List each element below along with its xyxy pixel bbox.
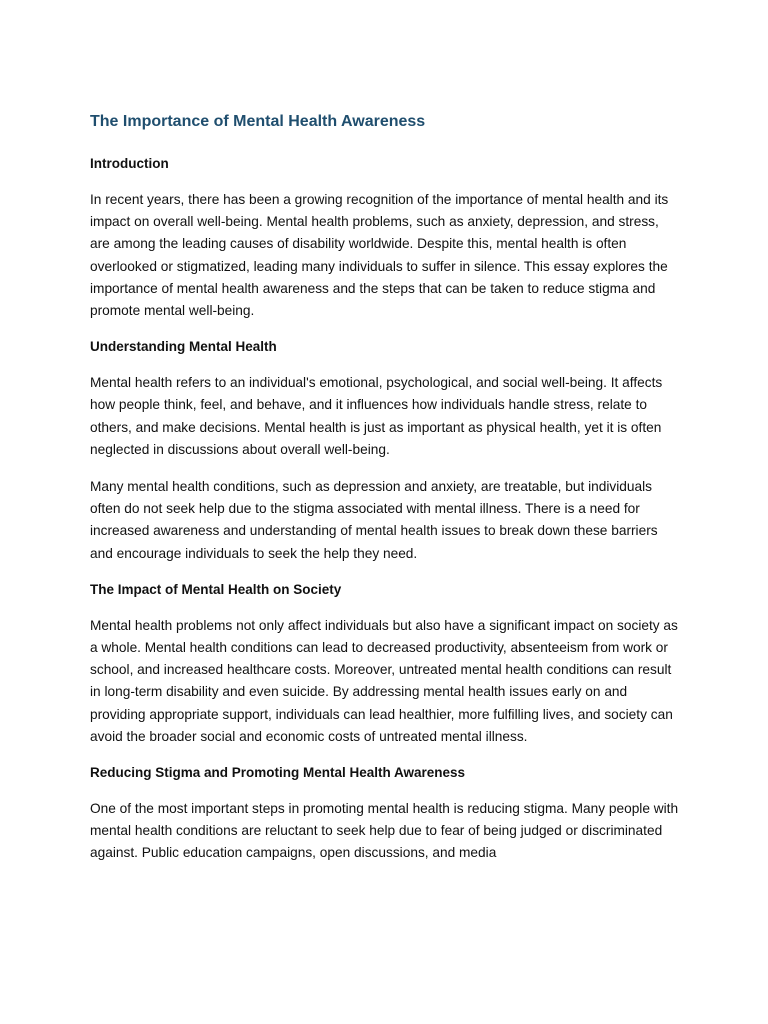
paragraph-impact: Mental health problems not only affect individuals but also have a significant impact on society as a whole. Mental health conditions can lead to decreased productivity, absenteeism from work or school, and increased healthcare costs. Moreover, untreated mental health conditions can result in long-term disability and even suicide. By addressing mental health issues early on and providing appropriate support, individuals can lead healthier, more fulfilling lives, and society can avoid the broader social and economic costs of untreated mental illness. bbox=[90, 617, 678, 744]
section-heading-impact: The Impact of Mental Health on Society bbox=[90, 581, 342, 597]
document-page bbox=[90, 110, 680, 880]
paragraph-understanding-1: Mental health refers to an individual's emotional, psychological, and social well-being. It affects how people think, feel, and behave, and it influences how individuals handle stress, relate to others, and make decisions. Mental health is just as important as physical health, yet it is often neglected in discussions about overall well-being. bbox=[90, 375, 663, 457]
section-heading-reducing-stigma: Reducing Stigma and Promoting Mental Health Awareness bbox=[90, 765, 466, 781]
section-heading-understanding: Understanding Mental Health bbox=[90, 339, 277, 355]
paragraph-introduction: In recent years, there has been a growing recognition of the importance of mental health and its impact on overall well-being. Mental health problems, such as anxiety, depression, and stress, are among the leading causes of disability worldwide. Despite this, mental health is often overlooked or stigmatized, leading many individuals to suffer in silence. This essay explores the importance of mental health awareness and the steps that can be taken to reduce stigma and promote mental well-being. bbox=[90, 192, 669, 319]
section-heading-introduction: Introduction bbox=[90, 156, 169, 171]
document-title: The Importance of Mental Health Awareness bbox=[90, 113, 426, 130]
paragraph-understanding-2: Many mental health conditions, such as depression and anxiety, are treatable, but individuals often do not seek help due to the stigma associated with mental illness. There is a need for increased awareness and understanding of mental health issues to break down these barriers and encourage individuals to seek the help they need. bbox=[90, 479, 658, 561]
paragraph-reducing-stigma: One of the most important steps in promoting mental health is reducing stigma. Many people with mental health conditions are reluctant to seek help due to fear of being judged or discriminated against. Public education campaigns, open discussions, and media bbox=[90, 801, 679, 861]
